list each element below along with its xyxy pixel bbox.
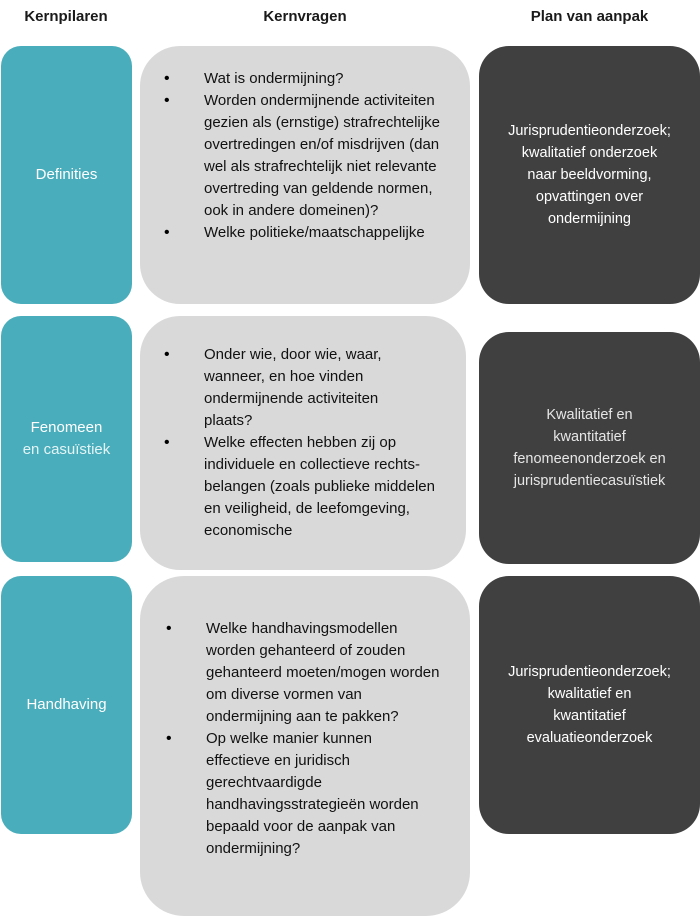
plan-line: ondermijning xyxy=(547,211,631,227)
pillar-definities xyxy=(1,46,132,304)
plan-line: evaluatieonderzoek xyxy=(526,730,653,746)
questions-fenomeen xyxy=(140,316,466,570)
question-item: • Onder wie, door wie, waar, wanneer, en hoe vinden ondermijnende activiteiten plaats? xyxy=(164,344,446,432)
pillar-handhaving xyxy=(1,576,132,834)
pillar-label: Fenomeen xyxy=(30,419,103,436)
questions-definities xyxy=(140,46,470,304)
plan-line: jurisprudentiecasuïstiek xyxy=(513,473,666,489)
plan-line: kwalitatief onderzoek xyxy=(521,145,658,161)
plan-line: Jurisprudentieonderzoek; xyxy=(508,664,671,680)
plan-line: Kwalitatief en xyxy=(546,407,633,423)
pillar-label: Definities xyxy=(35,166,98,183)
plan-line: opvattingen over xyxy=(535,189,644,205)
plan-line: fenomeenonderzoek en xyxy=(513,451,666,467)
question-list xyxy=(164,344,446,542)
header-plan-van-aanpak: Plan van aanpak xyxy=(530,8,649,25)
question-item: • Op welke manier kunnen effectieve en juridisch gerechtvaardigde handhavingsstrategieën worden bepaald voor de aanpak van ondermijning? xyxy=(166,728,450,860)
header-kernvragen: Kernvragen xyxy=(263,8,347,25)
plan-handhaving xyxy=(479,576,700,834)
question-item: • Wat is ondermijning? xyxy=(164,68,450,90)
question-item: • Welke politieke/maatschappelijke xyxy=(164,222,450,244)
plan-line: kwantitatief xyxy=(553,708,626,724)
questions-handhaving xyxy=(140,576,470,916)
header-kernpilaren: Kernpilaren xyxy=(24,8,108,25)
pillar-label: Handhaving xyxy=(26,696,107,713)
plan-fenomeen xyxy=(479,332,700,564)
question-list xyxy=(166,618,450,860)
question-item: • Worden ondermijnende activiteiten gezien als (ernstige) strafrechtelijke overtredingen en/of misdrijven (dan wel als strafrechtelijk niet relevante overtreding van geldende normen, ook in andere domeinen)? xyxy=(164,90,450,222)
question-item: • Welke handhavingsmodellen worden gehanteerd of zouden gehanteerd moeten/mogen worden om diverse vormen van ondermijning aan te pakken? xyxy=(166,618,450,728)
plan-definities xyxy=(479,46,700,304)
pillar-fenomeen xyxy=(1,316,132,562)
pillar-label: en casuïstiek xyxy=(22,441,111,458)
plan-line: kwalitatief en xyxy=(547,686,632,702)
question-list xyxy=(164,68,450,244)
plan-line: Jurisprudentieonderzoek; xyxy=(508,123,671,139)
plan-line: naar beeldvorming, xyxy=(527,167,652,183)
plan-line: kwantitatief xyxy=(553,429,626,445)
question-item: • Welke effecten hebben zij op individuele en collectieve rechts-belangen (zoals publieke middelen en veiligheid, de leefomgeving, economische xyxy=(164,432,446,542)
